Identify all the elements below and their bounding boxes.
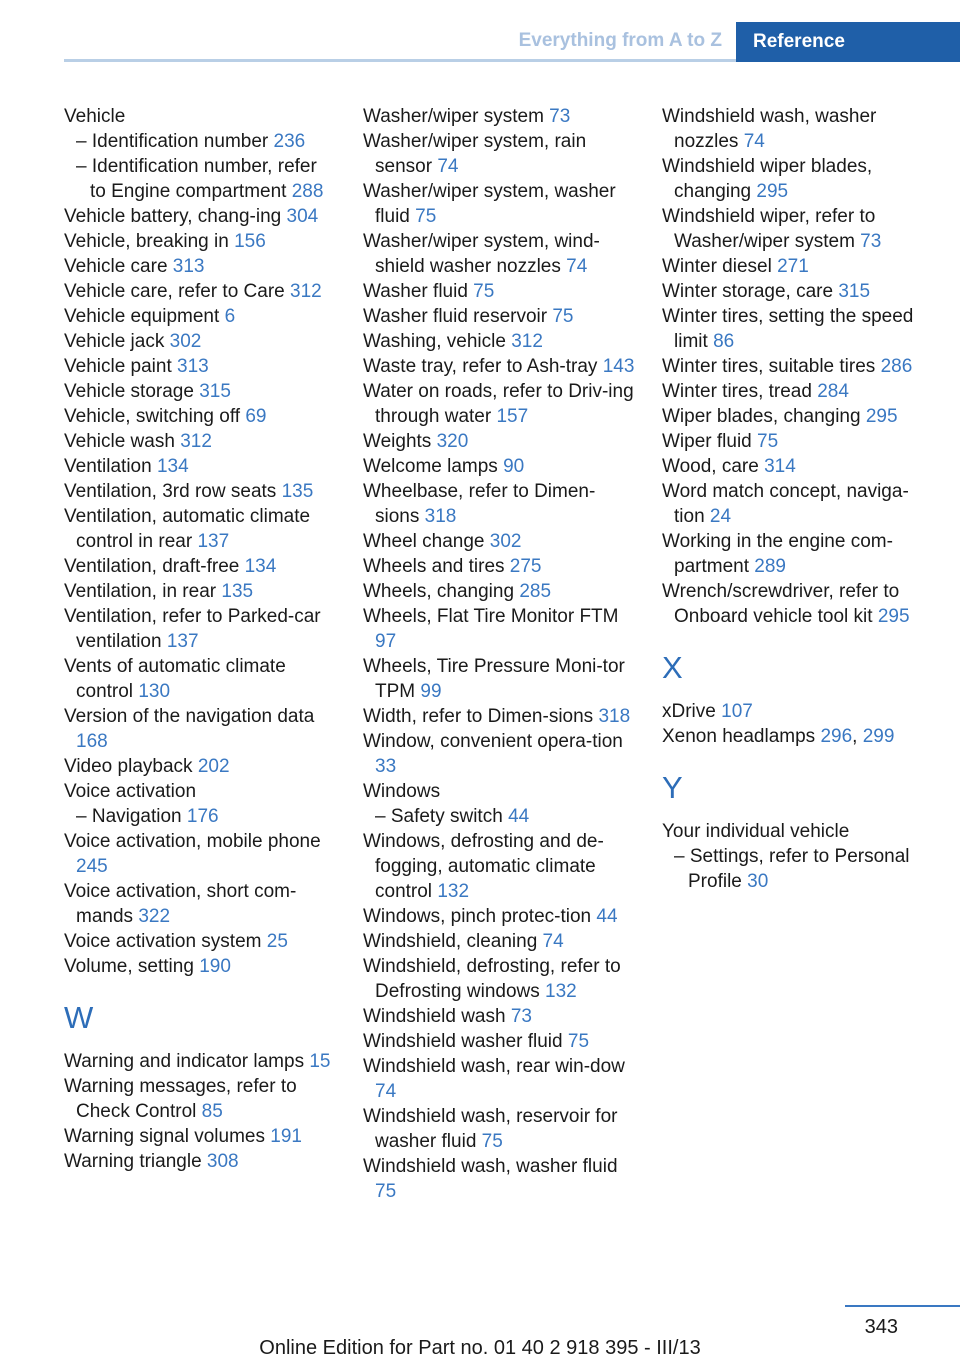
page-link[interactable]: 299 bbox=[862, 726, 895, 747]
entry-text: Windshield wash, washer nozzles bbox=[662, 106, 877, 152]
page-link[interactable]: 236 bbox=[273, 131, 306, 152]
page-link[interactable]: 132 bbox=[437, 881, 470, 902]
page-link[interactable]: 75 bbox=[757, 431, 779, 452]
entry-text: Voice activation system bbox=[64, 931, 267, 952]
index-entry bbox=[64, 929, 336, 954]
page-link[interactable]: 285 bbox=[519, 581, 552, 602]
entry-text: Windshield wash bbox=[363, 1006, 511, 1027]
entry-text: Vents of automatic climate control bbox=[64, 656, 286, 702]
index-entry bbox=[363, 279, 635, 304]
page-link[interactable]: 74 bbox=[566, 256, 588, 277]
index-entry bbox=[363, 1154, 635, 1204]
page-link[interactable]: 73 bbox=[510, 1006, 532, 1027]
index-entry bbox=[64, 1074, 336, 1124]
page-link[interactable]: 137 bbox=[166, 631, 199, 652]
page-link[interactable]: 284 bbox=[817, 381, 849, 402]
page-link[interactable]: 320 bbox=[436, 431, 469, 452]
index-entry bbox=[64, 404, 336, 429]
page-link[interactable]: 44 bbox=[596, 906, 618, 927]
page-link[interactable]: 73 bbox=[549, 106, 571, 127]
index-entry bbox=[662, 304, 934, 354]
index-entry bbox=[363, 179, 635, 229]
page-link[interactable]: 168 bbox=[76, 731, 108, 752]
page-link[interactable]: 134 bbox=[244, 556, 277, 577]
page-link[interactable]: 69 bbox=[245, 406, 267, 427]
entry-text: Winter tires, setting the speed limit bbox=[662, 306, 914, 352]
entry-text: Water on roads, refer to Driv‐ing through water bbox=[363, 381, 634, 427]
index-column-3 bbox=[662, 104, 934, 894]
entry-text: Wheelbase, refer to Dimen‐sions bbox=[363, 481, 596, 527]
entry-text: Width, refer to Dimen‐sions bbox=[363, 706, 599, 727]
index-entry bbox=[363, 354, 635, 379]
entry-text: Ventilation, refer to Parked-car ventilation bbox=[64, 606, 321, 652]
page-link[interactable]: 315 bbox=[838, 281, 871, 302]
page-link[interactable]: 302 bbox=[169, 331, 202, 352]
index-entry bbox=[64, 229, 336, 254]
index-entry bbox=[363, 904, 635, 929]
page-link[interactable]: 134 bbox=[156, 456, 189, 477]
index-entry bbox=[64, 354, 336, 379]
entry-text: Welcome lamps bbox=[363, 456, 504, 477]
index-entry bbox=[363, 479, 635, 529]
entry-text: Ventilation bbox=[64, 456, 157, 477]
page-link[interactable]: 135 bbox=[221, 581, 254, 602]
entry-text: xDrive bbox=[662, 701, 722, 722]
index-entry bbox=[662, 254, 934, 279]
index-entry bbox=[64, 329, 336, 354]
page-link[interactable]: 286 bbox=[880, 356, 913, 377]
entry-text: – Identification number, refer to Engine compartment bbox=[76, 156, 317, 202]
entry-text: Vehicle battery, chang‐ing bbox=[64, 206, 287, 227]
entry-text: Wood, care bbox=[662, 456, 765, 477]
page-link[interactable]: 75 bbox=[567, 1031, 590, 1052]
page-link[interactable]: 275 bbox=[509, 556, 542, 577]
index-entry bbox=[363, 1004, 635, 1029]
page-link[interactable]: 296 bbox=[820, 726, 853, 747]
index-entry bbox=[64, 779, 336, 804]
index-letter-heading: X bbox=[662, 650, 683, 685]
page-link[interactable]: 314 bbox=[764, 456, 796, 477]
footer-rule bbox=[845, 1305, 960, 1307]
entry-text: Windows, defrosting and de‐fogging, automatic climate control bbox=[363, 831, 604, 902]
page-link[interactable]: 74 bbox=[437, 156, 459, 177]
entry-text: Wheels, Flat Tire Monitor FTM bbox=[363, 606, 619, 627]
page-link[interactable]: 312 bbox=[180, 431, 212, 452]
entry-text: Your individual vehicle bbox=[662, 821, 850, 842]
page-link[interactable]: 245 bbox=[76, 856, 108, 877]
entry-text: – Identification number bbox=[76, 131, 274, 152]
page-link[interactable]: 190 bbox=[199, 956, 231, 977]
index-entry bbox=[363, 304, 635, 329]
entry-text: Warning messages, refer to Check Control bbox=[64, 1076, 297, 1122]
index-entry bbox=[64, 279, 336, 304]
entry-text: Vehicle care bbox=[64, 256, 173, 277]
page-link[interactable]: 75 bbox=[552, 306, 574, 327]
index-entry bbox=[363, 229, 635, 279]
entry-text: Washer fluid reservoir bbox=[363, 306, 553, 327]
page-link[interactable]: 75 bbox=[481, 1131, 503, 1152]
entry-text: Winter diesel bbox=[662, 256, 778, 277]
entry-text: Washing, vehicle bbox=[363, 331, 512, 352]
page-link[interactable]: 99 bbox=[420, 681, 442, 702]
index-letter-heading: W bbox=[64, 1000, 94, 1035]
page-link[interactable]: 75 bbox=[375, 1181, 397, 1202]
footer-edition-note: Online Edition for Part no. 01 40 2 918 395 - III/13 bbox=[259, 1337, 701, 1359]
entry-text: Warning signal volumes bbox=[64, 1126, 271, 1147]
entry-text: Vehicle wash bbox=[64, 431, 181, 452]
index-subentry bbox=[363, 804, 635, 829]
index-entry bbox=[64, 504, 336, 554]
index-entry bbox=[363, 1104, 635, 1154]
index-entry bbox=[64, 829, 336, 879]
index-entry bbox=[662, 429, 934, 454]
index-entry bbox=[363, 604, 635, 654]
index-entry bbox=[662, 479, 934, 529]
index-letter-heading: Y bbox=[662, 770, 683, 805]
entry-text: – Settings, refer to Personal Profile bbox=[674, 846, 910, 892]
entry-text: Windshield washer fluid bbox=[363, 1031, 568, 1052]
page-link[interactable]: 24 bbox=[709, 506, 732, 527]
page-link[interactable]: 75 bbox=[415, 206, 437, 227]
page-link[interactable]: 6 bbox=[224, 306, 236, 327]
page-link[interactable]: 322 bbox=[138, 906, 171, 927]
entry-text: Wiper blades, changing bbox=[662, 406, 866, 427]
index-entry bbox=[64, 454, 336, 479]
entry-text: Ventilation, in rear bbox=[64, 581, 222, 602]
index-entry bbox=[64, 429, 336, 454]
index-entry bbox=[363, 429, 635, 454]
index-entry bbox=[363, 729, 635, 779]
entry-text: Windshield wash, washer fluid bbox=[363, 1156, 618, 1177]
index-entry bbox=[64, 1049, 336, 1074]
index-entry bbox=[64, 104, 336, 129]
entry-text: Wheels, changing bbox=[363, 581, 520, 602]
index-entry bbox=[64, 254, 336, 279]
page-link[interactable]: 75 bbox=[473, 281, 495, 302]
index-entry bbox=[64, 304, 336, 329]
page-link[interactable]: 289 bbox=[754, 556, 786, 577]
page-link[interactable]: 295 bbox=[865, 406, 898, 427]
index-entry bbox=[64, 604, 336, 654]
index-entry bbox=[363, 529, 635, 554]
page-link[interactable]: 44 bbox=[508, 806, 530, 827]
index-entry bbox=[363, 329, 635, 354]
page-link[interactable]: 74 bbox=[743, 131, 765, 152]
index-entry bbox=[662, 404, 934, 429]
entry-text: Washer fluid bbox=[363, 281, 474, 302]
index-entry bbox=[662, 204, 934, 254]
page-link[interactable]: 313 bbox=[177, 356, 209, 377]
index-column-2 bbox=[363, 104, 635, 1204]
index-entry bbox=[64, 954, 336, 979]
index-entry bbox=[363, 929, 635, 954]
entry-text: Vehicle, switching off bbox=[64, 406, 246, 427]
page-number: 343 bbox=[864, 1316, 898, 1338]
index-subentry bbox=[64, 129, 336, 154]
page-link[interactable]: 295 bbox=[756, 181, 789, 202]
page-link[interactable]: 308 bbox=[206, 1151, 239, 1172]
entry-text: Winter tires, suitable tires bbox=[662, 356, 881, 377]
page-link[interactable]: 157 bbox=[496, 406, 529, 427]
index-entry bbox=[64, 654, 336, 704]
entry-text: Windshield wiper, refer to Washer/wiper system bbox=[662, 206, 876, 252]
page-link[interactable]: 97 bbox=[375, 631, 397, 652]
index-entry bbox=[64, 754, 336, 779]
index-entry bbox=[662, 379, 934, 404]
entry-text: Washer/wiper system, washer fluid bbox=[363, 181, 616, 227]
entry-text: Vehicle, breaking in bbox=[64, 231, 235, 252]
index-entry bbox=[662, 579, 934, 629]
index-entry bbox=[64, 479, 336, 504]
entry-text: Vehicle storage bbox=[64, 381, 200, 402]
entry-text: Video playback bbox=[64, 756, 198, 777]
index-entry bbox=[363, 954, 635, 1004]
page-link[interactable]: 302 bbox=[489, 531, 522, 552]
page-link[interactable]: 318 bbox=[424, 506, 457, 527]
entry-text: Washer/wiper system, rain sensor bbox=[363, 131, 587, 177]
index-subentry bbox=[64, 804, 336, 829]
page-link[interactable]: 73 bbox=[860, 231, 882, 252]
entry-text: Version of the navigation data bbox=[64, 706, 315, 727]
entry-text: Winter tires, tread bbox=[662, 381, 818, 402]
header-section-title: Everything from A to Z bbox=[518, 30, 722, 51]
entry-text: – Safety switch bbox=[375, 806, 509, 827]
entry-text: Window, convenient opera‐tion bbox=[363, 731, 623, 752]
page-link[interactable]: 176 bbox=[186, 806, 219, 827]
index-entry bbox=[363, 579, 635, 604]
index-entry bbox=[64, 1124, 336, 1149]
entry-text: Windshield, cleaning bbox=[363, 931, 543, 952]
entry-text: Volume, setting bbox=[64, 956, 200, 977]
index-entry bbox=[363, 779, 635, 804]
entry-text: Xenon headlamps bbox=[662, 726, 821, 747]
page-link[interactable]: 271 bbox=[777, 256, 809, 277]
page-link[interactable]: 74 bbox=[375, 1081, 397, 1102]
index-entry bbox=[662, 354, 934, 379]
index-entry bbox=[363, 379, 635, 429]
entry-text: Warning and indicator lamps bbox=[64, 1051, 310, 1072]
entry-text: – Navigation bbox=[76, 806, 187, 827]
index-entry bbox=[662, 104, 934, 154]
index-entry bbox=[64, 579, 336, 604]
page-link[interactable]: 312 bbox=[290, 281, 322, 302]
entry-text: Vehicle paint bbox=[64, 356, 178, 377]
entry-text: Vehicle jack bbox=[64, 331, 170, 352]
entry-text: Wiper fluid bbox=[662, 431, 758, 452]
page-link[interactable]: 315 bbox=[199, 381, 231, 402]
index-entry bbox=[64, 879, 336, 929]
index-entry bbox=[363, 1054, 635, 1104]
entry-text: Vehicle bbox=[64, 106, 126, 127]
entry-text: Windows bbox=[363, 781, 441, 802]
page-link[interactable]: 137 bbox=[197, 531, 230, 552]
page-link[interactable]: 15 bbox=[309, 1051, 331, 1072]
entry-text: Waste tray, refer to Ash‐tray bbox=[363, 356, 603, 377]
entry-text: Washer/wiper system bbox=[363, 106, 550, 127]
entry-text: Warning triangle bbox=[64, 1151, 207, 1172]
page-link[interactable]: 30 bbox=[747, 871, 769, 892]
entry-text: Washer/wiper system, wind‐shield washer nozzles bbox=[363, 231, 600, 277]
page-link[interactable]: 295 bbox=[877, 606, 910, 627]
entry-text: Winter storage, care bbox=[662, 281, 839, 302]
entry-text: Windshield wash, reservoir for washer fluid bbox=[363, 1106, 618, 1152]
page-link[interactable]: 86 bbox=[713, 331, 735, 352]
entry-text: Wheels, Tire Pressure Moni‐tor TPM bbox=[363, 656, 625, 702]
page-link[interactable]: 25 bbox=[266, 931, 288, 952]
entry-text: Ventilation, automatic climate control in rear bbox=[64, 506, 311, 552]
page-link[interactable]: 313 bbox=[172, 256, 205, 277]
entry-text: Windshield, defrosting, refer to Defrosting windows bbox=[363, 956, 621, 1002]
page-link[interactable]: 318 bbox=[598, 706, 631, 727]
entry-text: Ventilation, 3rd row seats bbox=[64, 481, 282, 502]
index-entry bbox=[64, 204, 336, 229]
entry-text: Voice activation, short com‐mands bbox=[64, 881, 297, 927]
page-link[interactable]: 132 bbox=[545, 981, 577, 1002]
page-link[interactable]: 85 bbox=[201, 1101, 223, 1122]
entry-text: Word match concept, naviga‐tion bbox=[662, 481, 909, 527]
index-entry bbox=[64, 704, 336, 754]
page-link[interactable]: 312 bbox=[511, 331, 543, 352]
index-column-1 bbox=[64, 104, 336, 1174]
page-link[interactable]: 90 bbox=[503, 456, 525, 477]
entry-text: Working in the engine com‐partment bbox=[662, 531, 893, 577]
entry-text: Voice activation, mobile phone bbox=[64, 831, 321, 852]
entry-text: Voice activation bbox=[64, 781, 197, 802]
index-entry bbox=[64, 1149, 336, 1174]
page-link[interactable]: 191 bbox=[270, 1126, 302, 1147]
index-entry bbox=[64, 554, 336, 579]
index-entry bbox=[363, 1029, 635, 1054]
index-entry bbox=[363, 654, 635, 704]
entry-text: Vehicle equipment bbox=[64, 306, 225, 327]
index-entry bbox=[363, 129, 635, 179]
index-entry bbox=[662, 529, 934, 579]
page-link[interactable]: 304 bbox=[286, 206, 319, 227]
index-subentry bbox=[64, 154, 336, 204]
index-entry bbox=[64, 379, 336, 404]
index-entry: Xenon headlamps 296, 299 bbox=[662, 726, 895, 747]
page-link[interactable]: 33 bbox=[375, 756, 397, 777]
index-entry bbox=[363, 104, 635, 129]
entry-text: Weights bbox=[363, 431, 437, 452]
page-link[interactable]: 202 bbox=[197, 756, 230, 777]
index-entry bbox=[662, 699, 934, 724]
index-entry bbox=[363, 554, 635, 579]
page-link[interactable]: 143 bbox=[602, 356, 635, 377]
page-link[interactable]: 156 bbox=[234, 231, 266, 252]
page-link[interactable]: 130 bbox=[138, 681, 171, 702]
index-entry bbox=[363, 704, 635, 729]
page-link[interactable]: 74 bbox=[542, 931, 564, 952]
index-entry bbox=[363, 829, 635, 904]
entry-text: Vehicle care, refer to Care bbox=[64, 281, 290, 302]
header-tab-reference[interactable]: Reference bbox=[736, 22, 960, 62]
page-link[interactable]: 107 bbox=[721, 701, 753, 722]
entry-text: Ventilation, draft-free bbox=[64, 556, 245, 577]
entry-text: Wrench/screwdriver, refer to Onboard vehicle tool kit bbox=[662, 581, 900, 627]
index-entry bbox=[662, 819, 934, 844]
page-link[interactable]: 135 bbox=[281, 481, 314, 502]
entry-text: Wheels and tires bbox=[363, 556, 510, 577]
entry-text: Windows, pinch protec‐tion bbox=[363, 906, 597, 927]
entry-text: Wheel change bbox=[363, 531, 490, 552]
index-entry bbox=[363, 454, 635, 479]
page-link[interactable]: 288 bbox=[291, 181, 324, 202]
index-subentry bbox=[662, 844, 934, 894]
index-entry bbox=[662, 154, 934, 204]
entry-text: Windshield wiper blades, changing bbox=[662, 156, 873, 202]
index-entry bbox=[662, 454, 934, 479]
index-entry bbox=[662, 279, 934, 304]
entry-text: Windshield wash, rear win‐dow bbox=[363, 1056, 625, 1077]
